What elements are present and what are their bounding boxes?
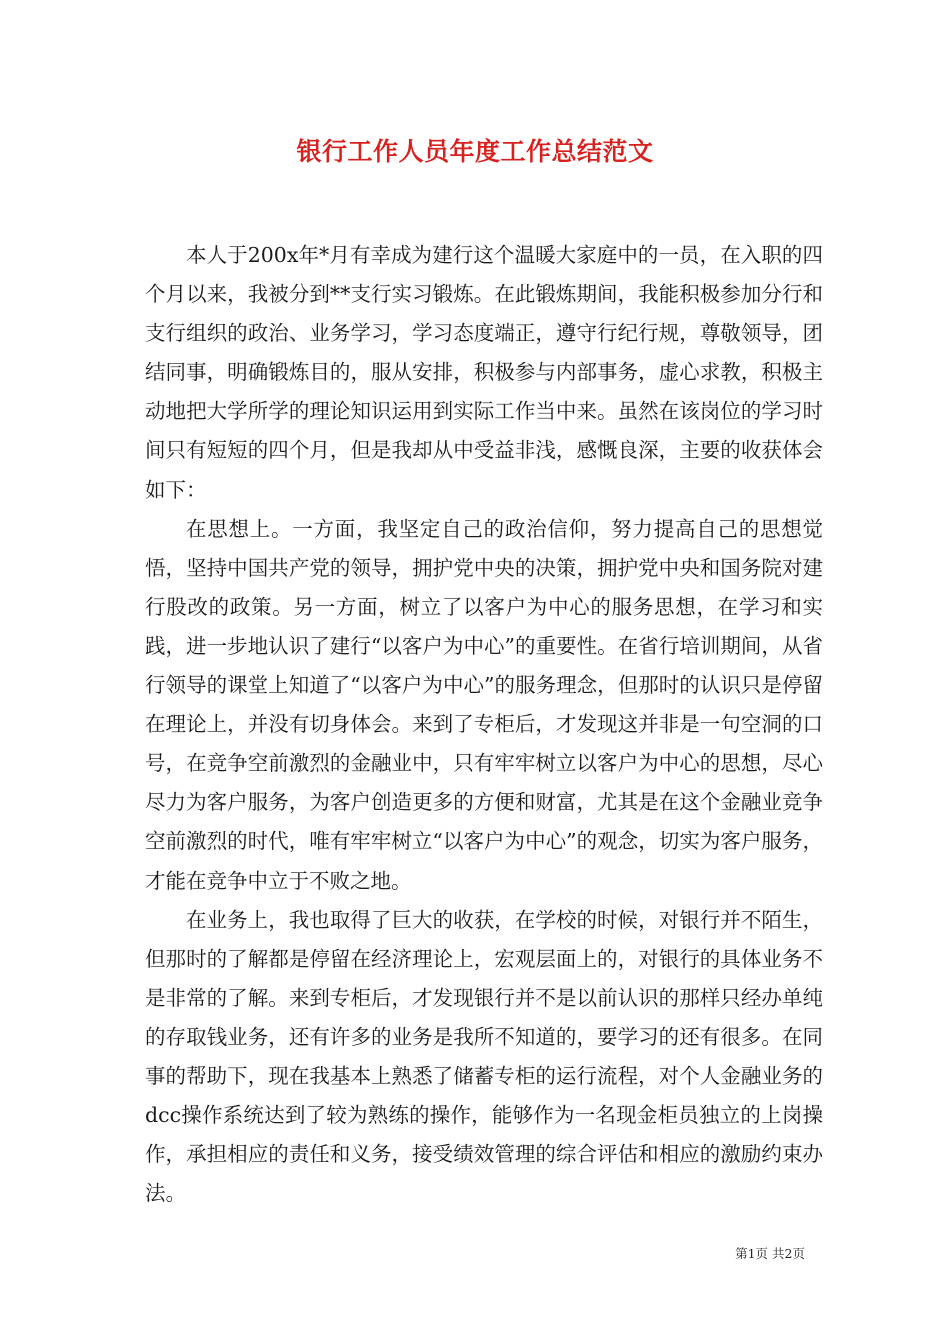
document-body bbox=[145, 236, 823, 1213]
page-number: 第1页 共2页 bbox=[735, 1246, 805, 1261]
paragraph-intro: 本人于200x年*月有幸成为建行这个温暖大家庭中的一员，在入职的四个月以来，我被分到**支行实习锻炼。在此锻炼期间，我能积极参加分行和支行组织的政治、业务学习，学习态度端正，遵守行纪行规，尊敬领导，团结同事，明确锻炼目的，服从安排，积极参与内部事务，虚心求教，积极主动地把大学所学的理论知识运用到实际工作当中来。虽然在该岗位的学习时间只有短短的四个月，但是我却从中受益非浅，感慨良深，主要的收获体会如下： bbox=[145, 243, 823, 502]
document-title: 银行工作人员年度工作总结范文 bbox=[296, 137, 654, 166]
paragraph-thought: 在思想上。一方面，我坚定自己的政治信仰，努力提高自己的思想觉悟，坚持中国共产党的领导，拥护党中央的决策，拥护党中央和国务院对建行股改的政策。另一方面，树立了以客户为中心的服务思想，在学习和实践，进一步地认识了建行“以客户为中心”的重要性。在省行培训期间，从省行领导的课堂上知道了“以客户为中心”的服务理念，但那时的认识只是停留在理论上，并没有切身体会。来到了专柜后，才发现这并非是一句空洞的口号，在竞争空前激烈的金融业中，只有牢牢树立以客户为中心的思想，尽心尽力为客户服务，为客户创造更多的方便和财富，尤其是在这个金融业竞争空前激烈的时代，唯有牢牢树立“以客户为中心”的观念，切实为客户服务，才能在竞争中立于不败之地。 bbox=[145, 516, 823, 893]
paragraph-business: 在业务上，我也取得了巨大的收获，在学校的时候，对银行并不陌生，但那时的了解都是停留在经济理论上，宏观层面上的，对银行的具体业务不是非常的了解。来到专柜后，才发现银行并不是以前认识的那样只经办单纯的存取钱业务，还有许多的业务是我所不知道的，要学习的还有很多。在同事的帮助下，现在我基本上熟悉了储蓄专柜的运行流程，对个人金融业务的dcc操作系统达到了较为熟练的操作，能够作为一名现金柜员独立的上岗操作，承担相应的责任和义务，接受绩效管理的综合评估和相应的激励约束办法。 bbox=[145, 907, 823, 1206]
